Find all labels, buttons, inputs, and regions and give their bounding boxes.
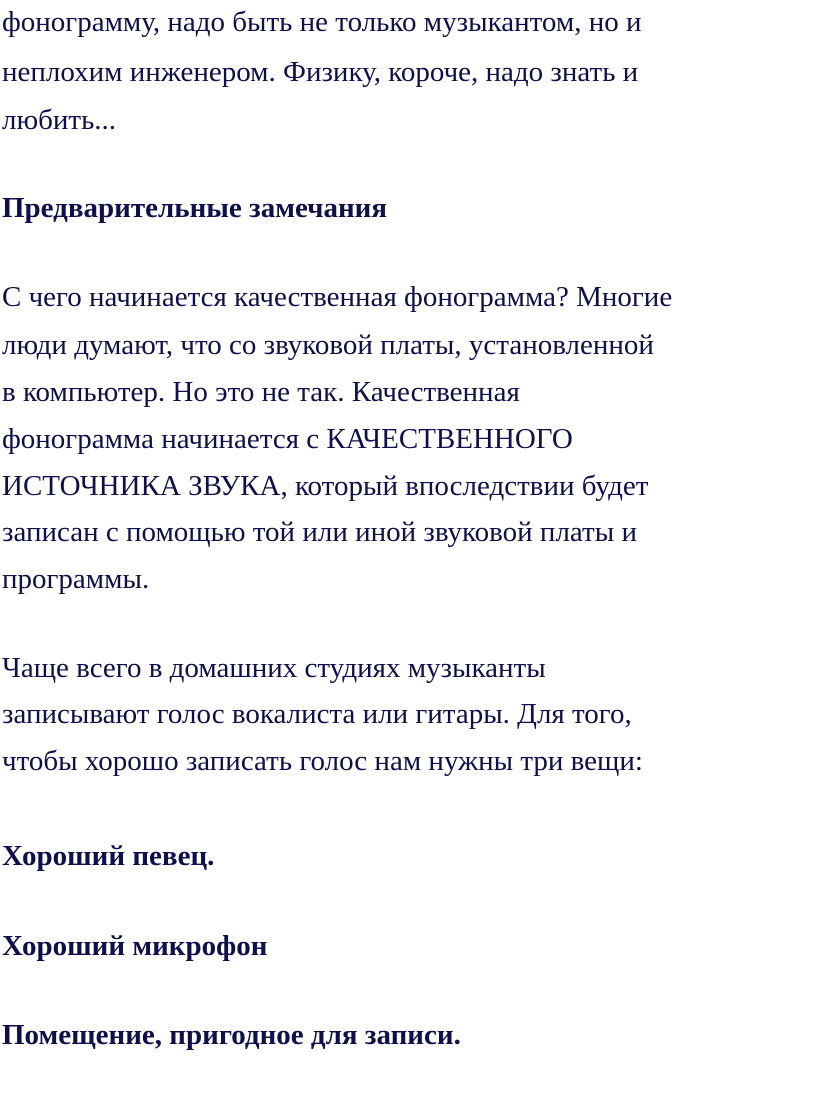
paragraph-line: фонограмма начинается с КАЧЕСТВЕННОГО bbox=[2, 423, 573, 455]
requirement-item: Хороший микрофон bbox=[2, 930, 268, 962]
paragraph-line: ИСТОЧНИКА ЗВУКА, который впоследствии будет bbox=[2, 470, 649, 502]
paragraph-line: записывают голос вокалиста или гитары. Для того, bbox=[2, 698, 632, 730]
paragraph-line: люди думают, что со звуковой платы, установленной bbox=[2, 329, 654, 361]
intro-line: фонограмму, надо быть не только музыкантом, но и bbox=[2, 6, 642, 38]
requirement-item: Помещение, пригодное для записи. bbox=[2, 1019, 461, 1051]
intro-line: любить... bbox=[2, 104, 117, 136]
requirement-item: Хороший певец. bbox=[2, 840, 215, 872]
paragraph-line: чтобы хорошо записать голос нам нужны три вещи: bbox=[2, 745, 643, 777]
section-heading: Предварительные замечания bbox=[2, 192, 388, 224]
intro-line: неплохим инженером. Физику, короче, надо знать и bbox=[2, 56, 639, 88]
paragraph-line: программы. bbox=[2, 563, 150, 595]
paragraph-line: Чаще всего в домашних студиях музыканты bbox=[2, 652, 546, 684]
paragraph-line: записан с помощью той или иной звуковой платы и bbox=[2, 516, 637, 548]
paragraph-line: С чего начинается качественная фонограмма? Многие bbox=[2, 281, 673, 313]
paragraph-line: в компьютер. Но это не так. Качественная bbox=[2, 376, 520, 408]
